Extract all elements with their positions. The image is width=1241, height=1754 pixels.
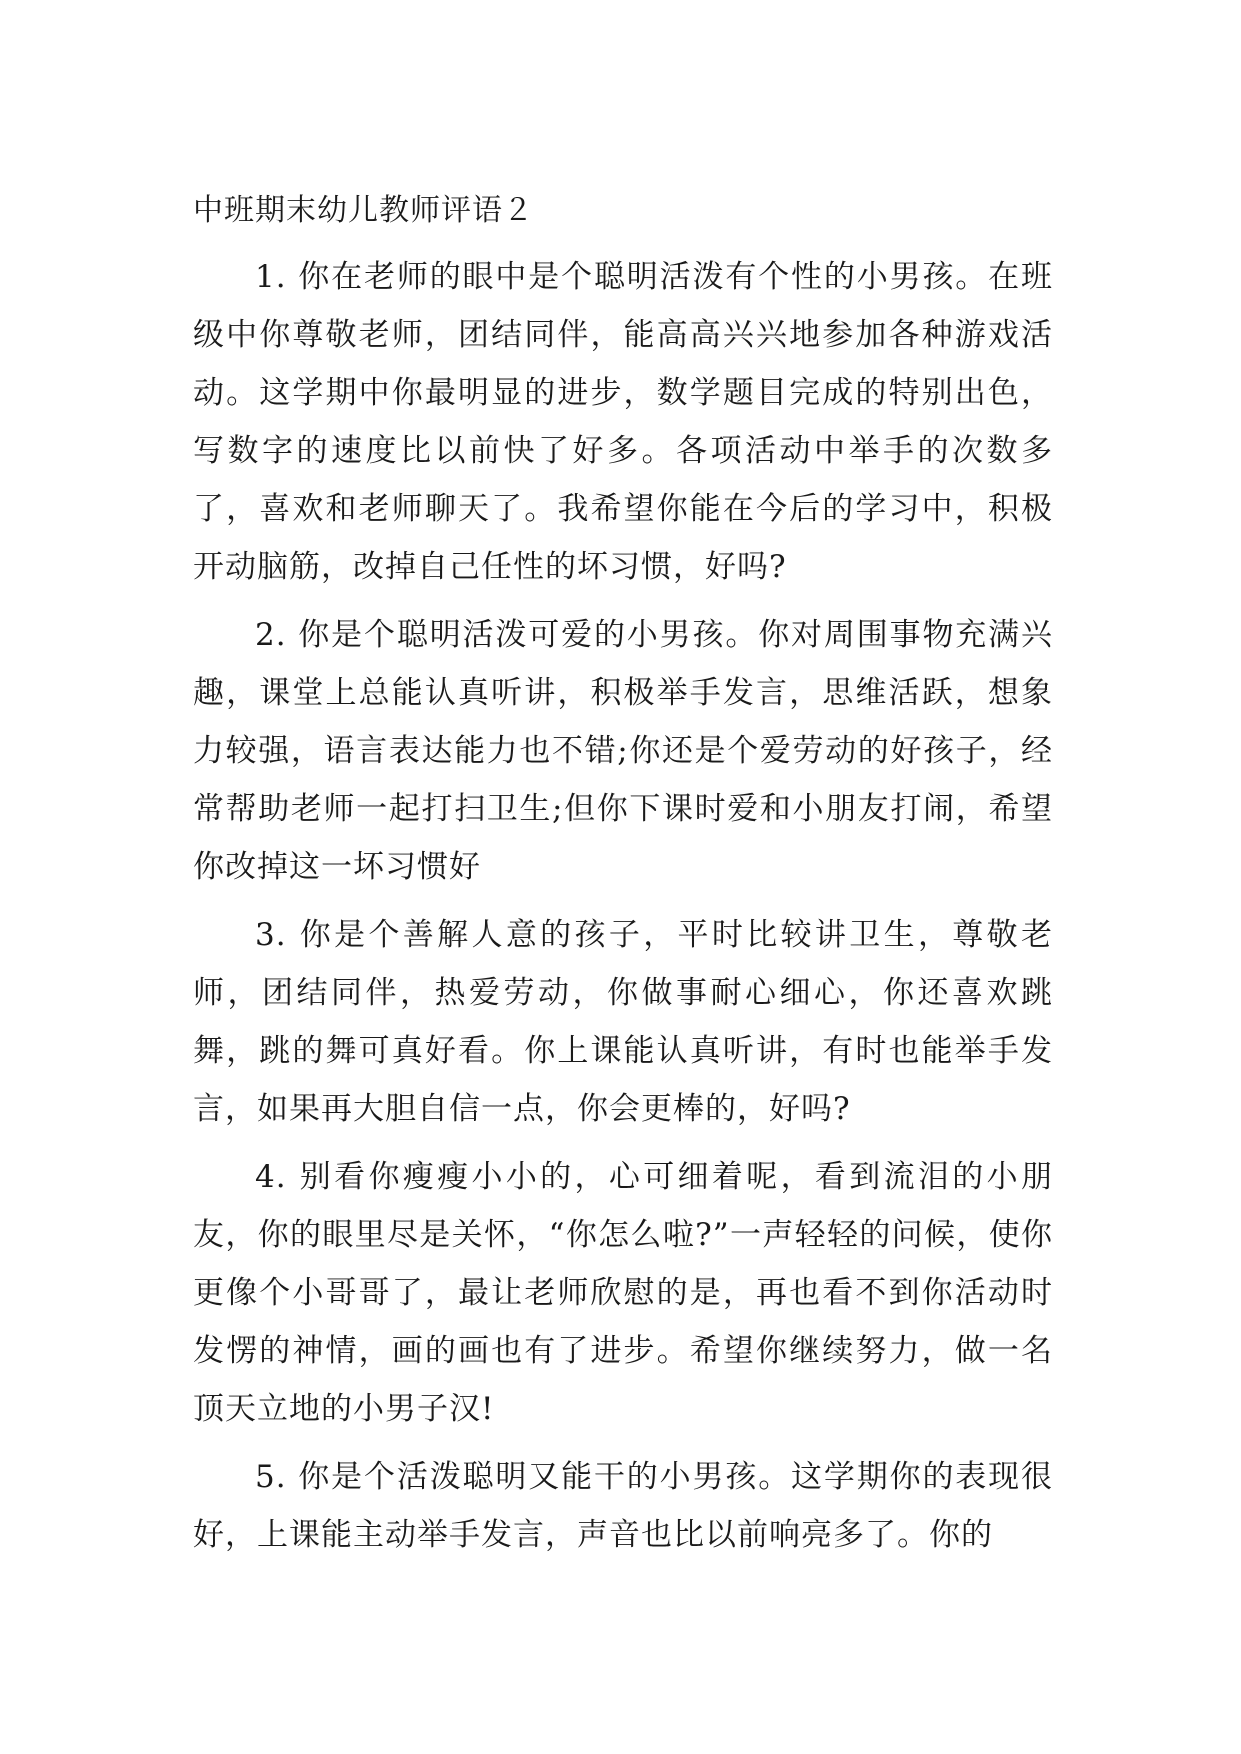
- comment-paragraph-1: [193, 248, 1053, 596]
- comment-paragraph-4: [193, 1148, 1053, 1438]
- paragraph-text: 你在老师的眼中是个聪明活泼有个性的小男孩。在班级中你尊敬老师，团结同伴，能高高兴兴地参加各种游戏活动。这学期中你最明显的进步，数学题目完成的特别出色，写数字的速度比以前快了好多。各项活动中举手的次数多了，喜欢和老师聊天了。我希望你能在今后的学习中，积极开动脑筋，改掉自己任性的坏习惯，好吗?: [193, 259, 1054, 585]
- paragraph-text: 你是个善解人意的孩子，平时比较讲卫生，尊敬老师，团结同伴，热爱劳动，你做事耐心细心，你还喜欢跳舞，跳的舞可真好看。你上课能认真听讲，有时也能举手发言，如果再大胆自信一点，你会更棒的，好吗?: [193, 917, 1053, 1127]
- paragraph-number: 5.: [255, 1459, 287, 1495]
- comment-paragraph-5: [193, 1448, 1053, 1564]
- comment-paragraph-3: [193, 906, 1053, 1138]
- comment-paragraph-2: [193, 606, 1053, 896]
- paragraph-text: 你是个聪明活泼可爱的小男孩。你对周围事物充满兴趣，课堂上总能认真听讲，积极举手发言，思维活跃，想象力较强，语言表达能力也不错;你还是个爱劳动的好孩子，经常帮助老师一起打扫卫生;但你下课时爱和小朋友打闹，希望你改掉这一坏习惯好: [193, 617, 1054, 885]
- paragraph-number: 4.: [255, 1159, 287, 1195]
- document-page: [193, 192, 1053, 1574]
- paragraph-text: 你是个活泼聪明又能干的小男孩。这学期你的表现很好，上课能主动举手发言，声音也比以前响亮多了。你的: [193, 1459, 1054, 1553]
- paragraph-number: 1.: [255, 259, 287, 295]
- paragraph-number: 2.: [255, 617, 287, 653]
- paragraph-number: 3.: [255, 917, 287, 953]
- document-title: 中班期末幼儿教师评语２: [193, 193, 534, 228]
- paragraph-text: 别看你瘦瘦小小的，心可细着呢，看到流泪的小朋友，你的眼里尽是关怀，“你怎么啦?”一声轻轻的问候，使你更像个小哥哥了，最让老师欣慰的是，再也看不到你活动时发愣的神情，画的画也有了进步。希望你继续努力，做一名顶天立地的小男子汉!: [193, 1159, 1053, 1427]
